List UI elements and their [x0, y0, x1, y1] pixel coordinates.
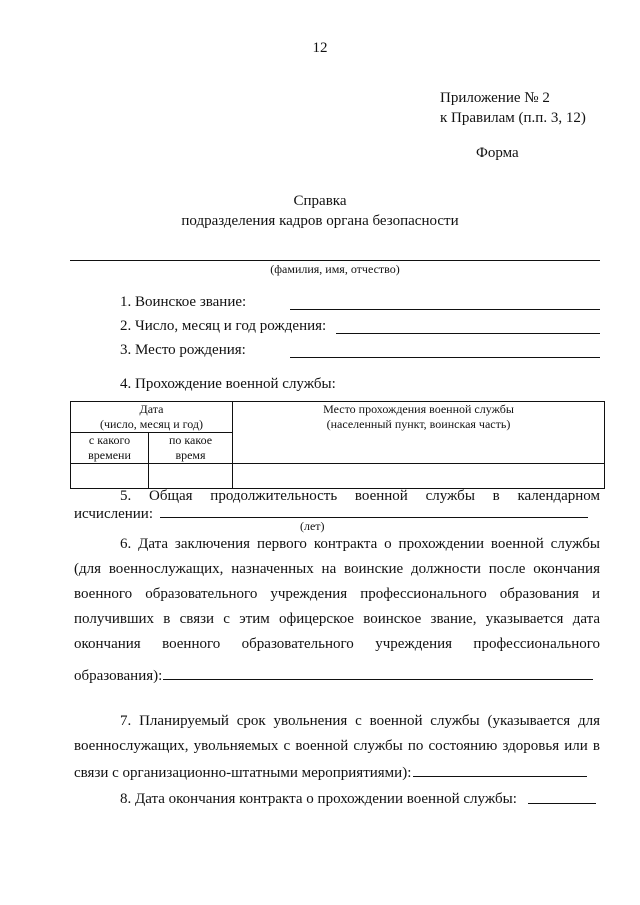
contract-end-date-field[interactable] — [528, 803, 596, 804]
birth-date-field[interactable] — [336, 333, 600, 334]
place-header: Место прохождения военной службы — [323, 402, 514, 416]
birth-place-field[interactable] — [290, 357, 600, 358]
birth-date-label: 2. Число, месяц и год рождения: — [120, 318, 327, 334]
appendix-reference: к Правилам (п.п. 3, 12) — [440, 110, 586, 126]
name-line[interactable] — [70, 260, 600, 261]
years-caption: (лет) — [300, 519, 325, 533]
form-label: Форма — [476, 145, 519, 161]
to-header: по какое — [168, 433, 213, 447]
item6-line3: военного образовательного учреждения профессионального образования и — [74, 586, 600, 602]
document-title: Справка — [293, 193, 347, 209]
page-number: 12 — [312, 40, 328, 56]
item6-line2: (для военнослужащих, назначенных на воинские должности после окончания — [74, 561, 600, 577]
item5-line1: 5. Общая продолжительность военной службы в календарном — [120, 488, 600, 504]
item7-line2: военнослужащих, увольняемых с военной службы по состоянию здоровья или в — [74, 738, 600, 754]
document-subtitle: подразделения кадров органа безопасности — [181, 213, 459, 229]
date-header-note: (число, месяц и год) — [99, 417, 204, 431]
service-section-label: 4. Прохождение военной службы: — [120, 376, 336, 392]
item6-line5: окончания военного образовательного учреждения профессионального — [74, 636, 600, 652]
rank-label: 1. Воинское звание: — [120, 294, 247, 310]
place-header-note: (населенный пункт, воинская часть) — [326, 417, 511, 431]
item6-line1: 6. Дата заключения первого контракта о прохождении военной службы — [120, 536, 600, 552]
from-header-note: времени — [88, 448, 131, 462]
first-contract-date-field[interactable] — [163, 679, 593, 680]
item5-label: исчислении: — [74, 506, 154, 522]
date-header: Дата — [139, 402, 164, 416]
service-table — [70, 401, 605, 489]
item6-line4: получивших в связи с этим офицерское воинское звание, указывается дата — [74, 611, 600, 627]
item8-label: 8. Дата окончания контракта о прохождении военной службы: — [120, 791, 517, 807]
from-header: с какого — [88, 433, 131, 447]
rank-field[interactable] — [290, 309, 600, 310]
to-header-note: время — [175, 448, 206, 462]
item7-line1: 7. Планируемый срок увольнения с военной службы (указывается для — [120, 713, 600, 729]
item6-label: образования): — [74, 668, 163, 684]
service-duration-field[interactable] — [160, 517, 588, 518]
appendix-number: Приложение № 2 — [440, 90, 550, 106]
birth-place-label: 3. Место рождения: — [120, 342, 246, 358]
item7-label: связи с организационно-штатными мероприятиями): — [74, 765, 412, 781]
planned-discharge-field[interactable] — [413, 776, 587, 777]
name-caption: (фамилия, имя, отчество) — [270, 262, 400, 276]
